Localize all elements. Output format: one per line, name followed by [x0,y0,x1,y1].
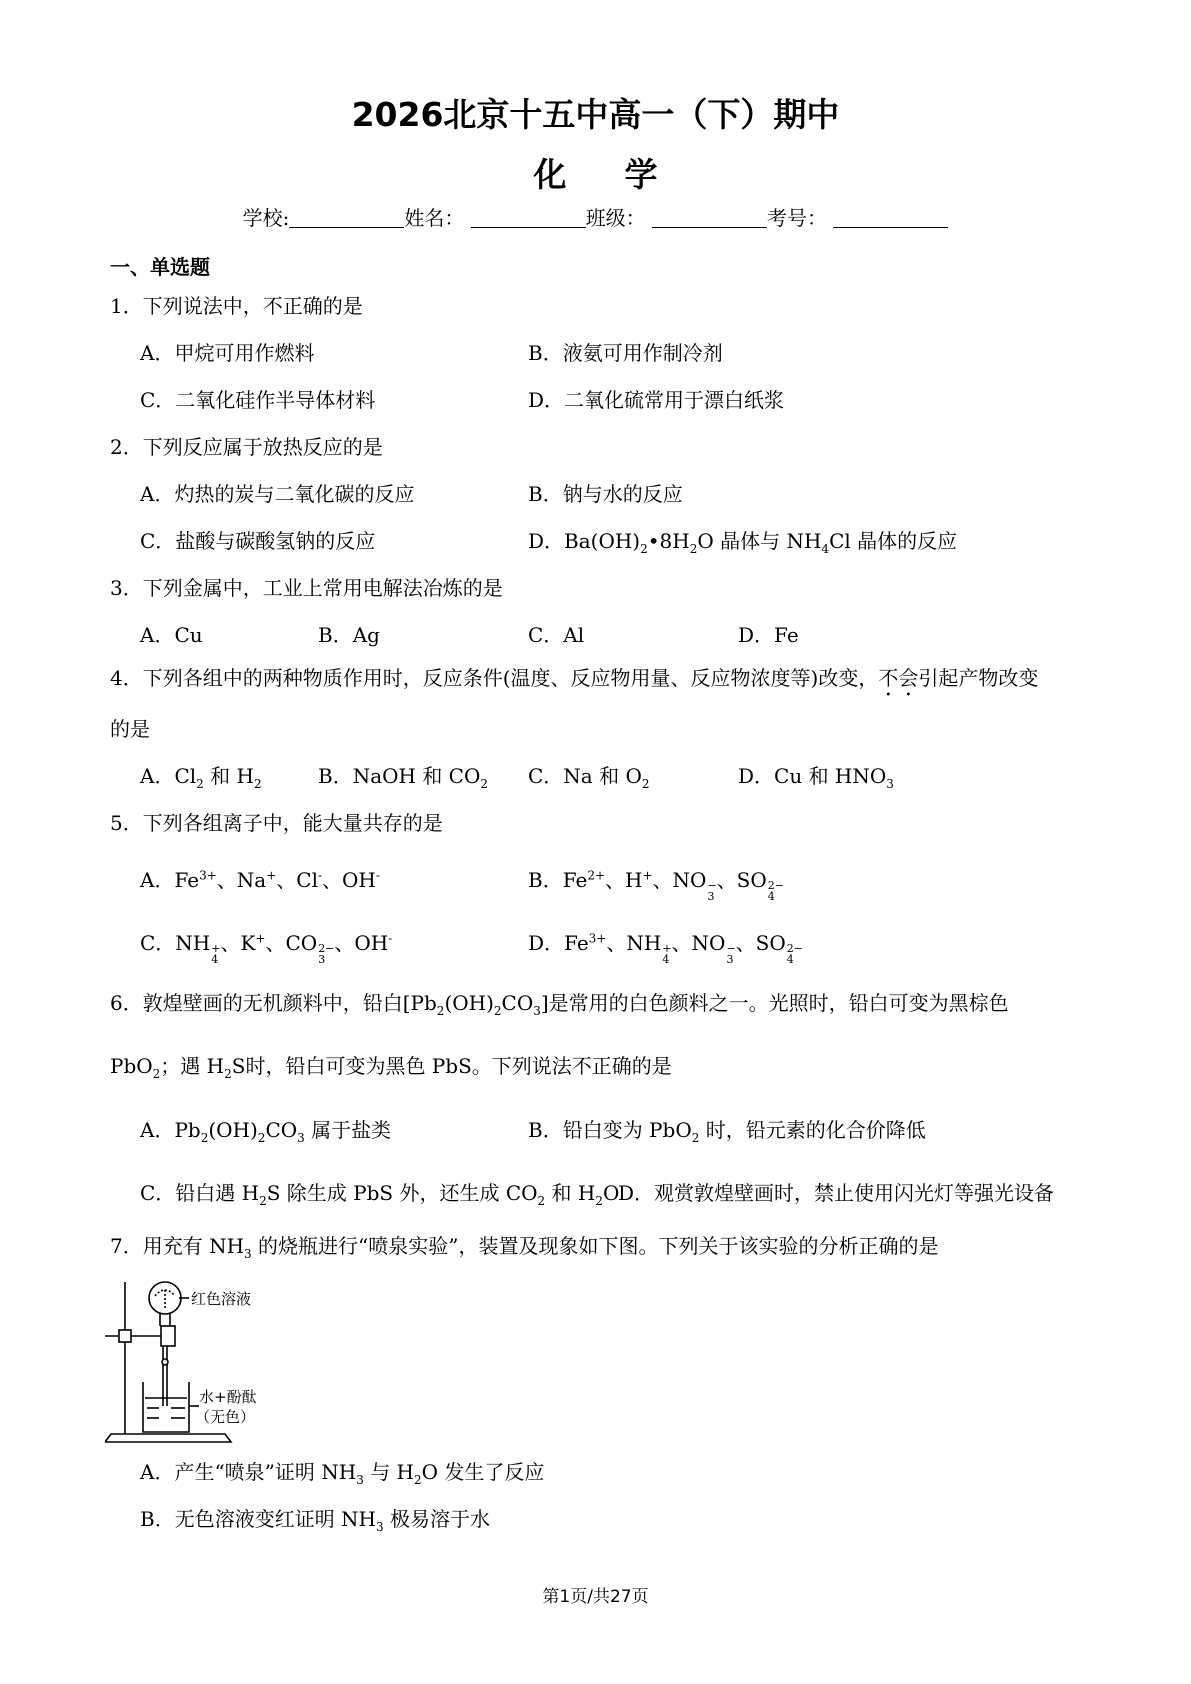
question-5-option-d[interactable]: D．$Fe^{3+}$、NH + 4 、NO − 3 、SO 2− 4 [528,931,803,966]
question-4-stem: 4．下列各组中的两种物质作用时，反应条件(温度、反应物用量、反应物浓度等)改变，不会引起产物改变 [110,666,1039,690]
question-5-stem: 5．下列各组离子中，能大量共存的是 [110,811,443,835]
section-heading: 一、单选题 [110,255,210,279]
label-red-solution: 红色溶液 [191,1290,252,1308]
question-4-option-d[interactable]: D．Cu 和 $HNO_3$ [738,764,894,791]
question-5-option-b[interactable]: B．$Fe^{2+}$、H+、NO − 3 、SO 2− 4 [528,868,784,903]
label-colorless: （无色） [195,1408,256,1426]
question-1-option-a[interactable]: A．甲烷可用作燃料 [140,341,315,365]
fountain-apparatus-figure [105,1278,275,1448]
question-7-stem: 7．用充有 $NH_3$ 的烧瓶进行“喷泉实验”，装置及现象如下图。下列关于该实验的分析正确的是 [110,1234,939,1261]
question-3-option-b[interactable]: B．Ag [318,623,380,647]
question-1-stem: 1．下列说法中，不正确的是 [110,294,363,318]
question-6-stem-line2: PbO$_2$；遇 $H_2S$时，铅白可变为黑色 PbS。下列说法不正确的是 [110,1054,672,1081]
question-3-stem: 3．下列金属中，工业上常用电解法冶炼的是 [110,576,503,600]
page-title: 2026北京十五中高一（下）期中 [351,95,840,134]
question-1-option-c[interactable]: C．二氧化硅作半导体材料 [140,388,376,412]
question-6-option-c[interactable]: C．铅白遇 $H_2S$ 除生成 PbS 外，还生成 $CO_2$ 和 $H_2O$ [140,1181,620,1208]
question-4-stem-line2: 的是 [110,717,150,741]
exam-no-field[interactable] [833,209,948,228]
question-3-option-c[interactable]: C．Al [528,623,585,647]
label-water-phenolphthalein: 水+酚酞 [199,1388,257,1406]
school-label: 学校: [242,206,290,230]
question-1-option-d[interactable]: D．二氧化硫常用于漂白纸浆 [528,388,785,412]
question-1-option-b[interactable]: B．液氨可用作制冷剂 [528,341,723,365]
question-3-option-a[interactable]: A．Cu [140,623,203,647]
class-field[interactable] [652,209,767,228]
question-2-stem: 2．下列反应属于放热反应的是 [110,435,383,459]
question-7-option-b[interactable]: B．无色溶液变红证明 $NH_3$ 极易溶于水 [140,1507,490,1534]
question-2-option-a[interactable]: A．灼热的炭与二氧化碳的反应 [140,482,415,506]
question-4-option-b[interactable]: B．NaOH 和 $CO_2$ [318,764,489,791]
question-5-option-c[interactable]: C．NH + 4 、K+、CO 2− 3 、OH- [140,931,393,966]
question-6-option-d[interactable]: D．观赏敦煌壁画时，禁止使用闪光灯等强光设备 [618,1181,1055,1205]
question-2-option-d[interactable]: D．$Ba(OH)_2•8H_2O$ 晶体与 $NH_4Cl$ 晶体的反应 [528,529,958,556]
question-2-option-c[interactable]: C．盐酸与碳酸氢钠的反应 [140,529,376,553]
question-5-option-a[interactable]: A．$Fe^{3+}$、Na+、Cl-、OH- [140,868,380,892]
question-4-option-a[interactable]: A．$Cl_2$ 和 $H_2$ [140,764,262,791]
question-6-stem: 6．敦煌壁画的无机颜料中，铅白$[Pb_2(OH)_2CO_3]$是常用的白色颜料之一。光照时，铅白可变为黑棕色 [110,991,1009,1018]
question-2-option-b[interactable]: B．钠与水的反应 [528,482,683,506]
subject-title: 化学 [533,155,716,194]
student-info-line [0,208,1191,228]
question-3-option-d[interactable]: D．Fe [738,623,799,647]
name-field[interactable] [471,209,586,228]
exam-no-label: 考号： [767,206,828,230]
question-4-option-c[interactable]: C．Na 和 $O_2$ [528,764,650,791]
school-field[interactable] [289,209,404,228]
emphasis-text: 不会 [878,666,919,690]
class-label: 班级： [585,206,646,230]
question-7-option-a[interactable]: A．产生“喷泉”证明 $NH_3$ 与 $H_2O$ 发生了反应 [140,1460,545,1487]
question-6-option-a[interactable]: A．$Pb_2(OH)_2CO_3$ 属于盐类 [140,1118,392,1145]
name-label: 姓名： [404,206,465,230]
page-number: 第1页/共27页 [542,1587,649,1607]
question-6-option-b[interactable]: B．铅白变为 PbO$_2$ 时，铅元素的化合价降低 [528,1118,926,1145]
